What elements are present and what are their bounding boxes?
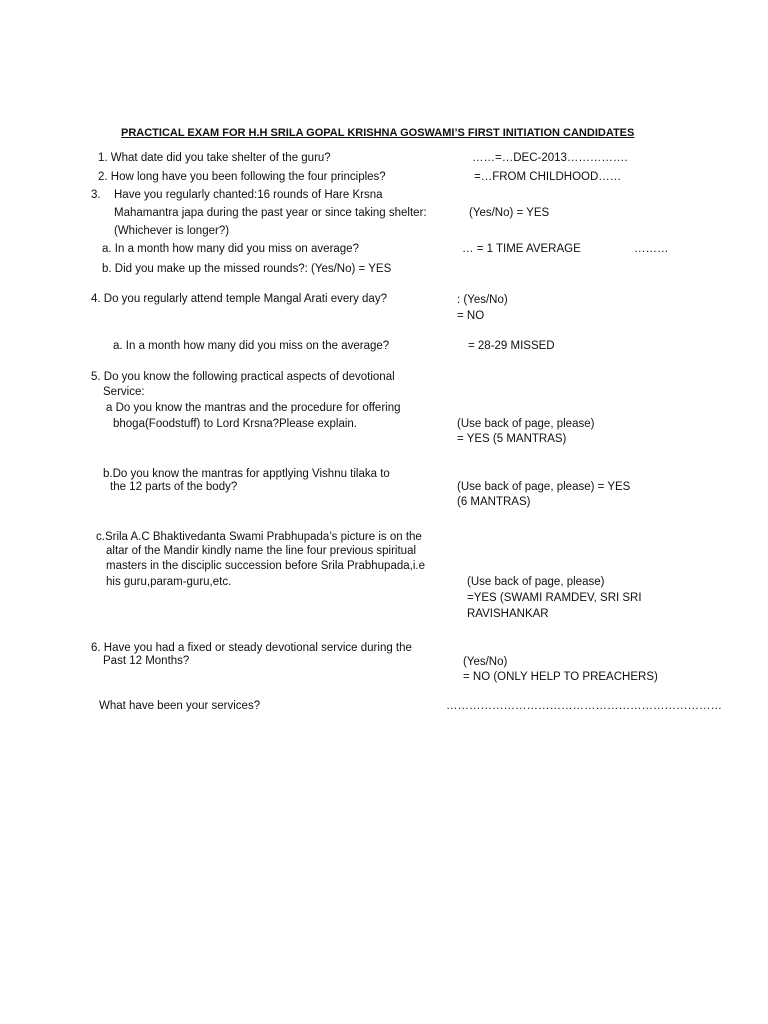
q3a-dots: ……… — [634, 243, 669, 255]
q5c-line4: his guru,param-guru,etc. — [106, 576, 232, 588]
q4a-answer: = 28-29 MISSED — [468, 340, 555, 352]
q5c-line1: c.Srila A.C Bhaktivedanta Swami Prabhupada’s picture is on the — [96, 531, 422, 543]
q4-answer-line1: : (Yes/No) — [457, 294, 508, 306]
q3-answer: (Yes/No) = YES — [469, 207, 550, 219]
q5c-answer3: RAVISHANKAR — [467, 608, 549, 620]
q5a-answer1: (Use back of page, please) — [457, 418, 595, 430]
q5b-answer2: (6 MANTRAS) — [457, 496, 531, 508]
q3-line2: Mahamantra japa during the past year or since taking shelter: — [114, 207, 427, 219]
q5a-answer2: = YES (5 MANTRAS) — [457, 433, 567, 445]
q6-answer2: = NO (ONLY HELP TO PREACHERS) — [463, 671, 658, 683]
q1-question: 1. What date did you take shelter of the guru? — [98, 152, 331, 164]
q4-answer-line2: = NO — [457, 310, 485, 322]
q5-line2: Service: — [103, 386, 145, 398]
q6-line1: 6. Have you had a fixed or steady devotional service during the — [91, 642, 412, 654]
services-question: What have been your services? — [99, 700, 261, 712]
page-title: PRACTICAL EXAM FOR H.H SRILA GOPAL KRISHNA GOSWAMI’S FIRST INITIATION CANDIDATES — [121, 127, 635, 139]
q4a-question: a. In a month how many did you miss on the average? — [113, 340, 390, 352]
q5c-answer1: (Use back of page, please) — [467, 576, 605, 588]
services-answer: ……………………………………………………………… — [446, 700, 722, 712]
q2-question: 2. How long have you been following the four principles? — [98, 171, 386, 183]
q3a-question: a. In a month how many did you miss on average? — [102, 243, 359, 255]
q3-number: 3. — [91, 189, 101, 201]
q5-line1: 5. Do you know the following practical aspects of devotional — [91, 371, 395, 383]
q3-line3: (Whichever is longer?) — [114, 225, 230, 237]
q6-answer1: (Yes/No) — [463, 656, 508, 668]
q3-line1: Have you regularly chanted:16 rounds of Hare Krsna — [114, 189, 383, 201]
q1-answer: ……=…DEC-2013……………. — [472, 152, 628, 164]
q5a-line1: a Do you know the mantras and the procedure for offering — [106, 402, 401, 414]
q5c-answer2: =YES (SWAMI RAMDEV, SRI SRI — [467, 592, 642, 604]
q5b-line2: the 12 parts of the body? — [110, 481, 238, 493]
q2-answer: =…FROM CHILDHOOD…… — [474, 171, 622, 183]
q5b-line1: b.Do you know the mantras for apptlying Vishnu tilaka to — [103, 468, 390, 480]
q6-line2: Past 12 Months? — [103, 655, 190, 667]
q5c-line3: masters in the disciplic succession before Srila Prabhupada,i.e — [106, 560, 425, 572]
q3a-answer: … = 1 TIME AVERAGE — [462, 243, 581, 255]
q5c-line2: altar of the Mandir kindly name the line four previous spiritual — [106, 545, 417, 557]
q5b-answer1: (Use back of page, please) = YES — [457, 481, 631, 493]
q5a-line2: bhoga(Foodstuff) to Lord Krsna?Please explain. — [113, 418, 357, 430]
q4-question: 4. Do you regularly attend temple Mangal Arati every day? — [91, 293, 387, 305]
q3b-question: b. Did you make up the missed rounds?: (Yes/No) = YES — [102, 263, 392, 275]
